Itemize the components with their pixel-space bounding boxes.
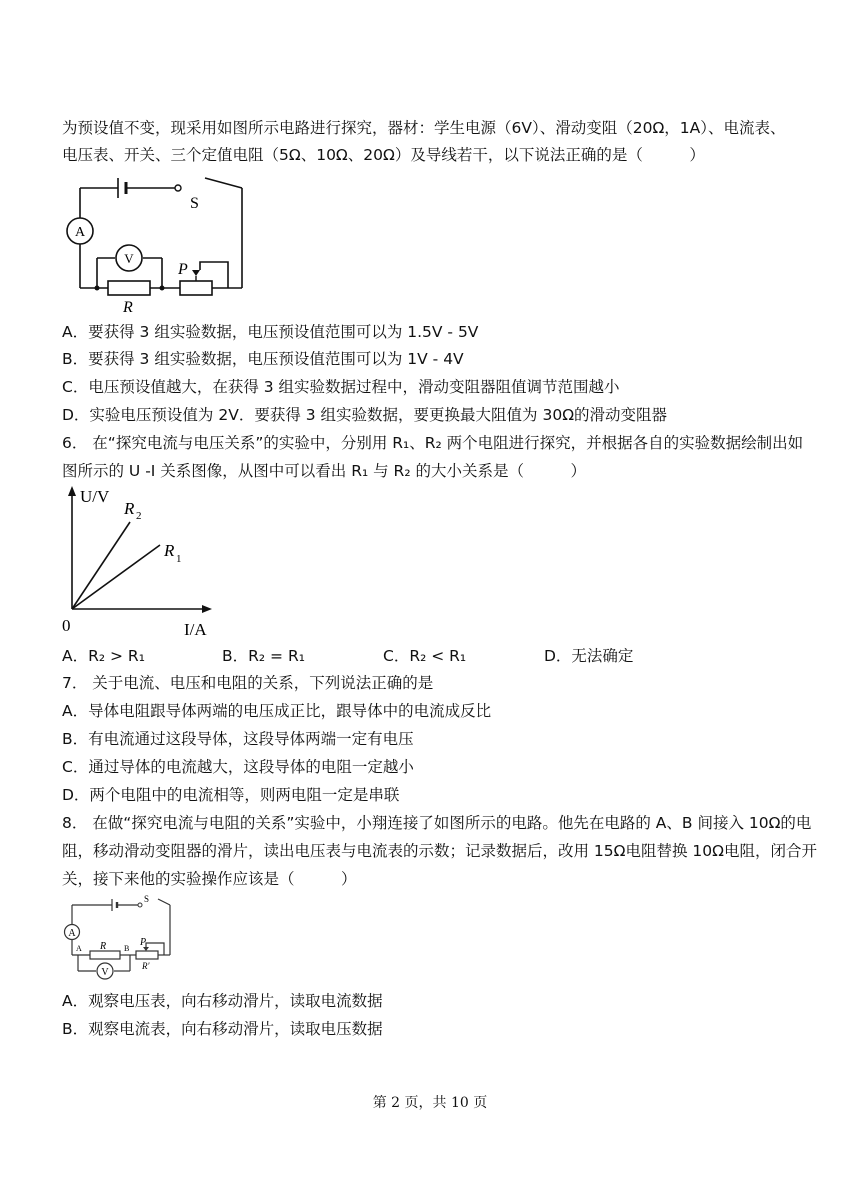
q7-option-c: C．通过导体的电流越大，这段导体的电阻一定越小 [62,758,414,776]
q6-stem-line-1: 6． 在“探究电流与电压关系”的实验中，分别用 R₁、R₂ 两个电阻进行探究，并根据各自的实验数据绘制出如 [62,434,804,452]
q8-stem-line-1: 8． 在做“探究电流与电阻的关系”实验中，小翔连接了如图所示的电路。他先在电路的 A、B 间接入 10Ω的电 [62,814,812,832]
rheostat [180,281,212,295]
q7-stem: 7． 关于电流、电压和电阻的关系，下列说法正确的是 [62,674,434,692]
q7-option-d: D．两个电阻中的电流相等，则两电阻一定是串联 [62,786,400,804]
q8-option-a: A．观察电压表，向右移动滑片，读取电流数据 [62,992,383,1010]
switch-label: S [144,894,150,904]
r2-subscript: 2 [136,510,142,522]
ammeter-label: A [74,225,86,240]
circuit-diagram-2 [60,893,180,985]
r1-subscript: 1 [176,553,182,565]
r2-label: R [124,499,135,518]
q6-stem-line-2: 图所示的 U -I 关系图像，从图中可以看出 R₁ 与 R₂ 的大小关系是（ ） [62,462,586,480]
slider-label: P [140,937,147,948]
q8-stem-line-2: 阻，移动滑动变阻器的滑片，读出电压表与电流表的示数；记录数据后，改用 15Ω电阻替换 10Ω电阻，闭合开 [62,842,817,860]
q7-option-b: B．有电流通过这段导体，这段导体两端一定有电压 [62,730,414,748]
circuit-diagram-1 [60,170,260,315]
switch-label: S [190,195,199,212]
line-r1 [72,545,160,609]
y-axis-label: U/V [80,487,110,506]
intro-line-1: 为预设值不变，现采用如图所示电路进行探究，器材：学生电源（6V）、滑动变阻（20Ω，1A）、电流表、 [62,119,786,137]
x-axis-arrow-icon [202,605,212,613]
point-b-label: B [124,944,130,953]
switch-contact [175,185,181,191]
slider-arrow-icon [192,270,200,276]
q5-option-d: D．实验电压预设值为 2V．要获得 3 组实验数据，要更换最大阻值为 30Ω的滑动变阻器 [62,406,668,424]
y-axis-arrow-icon [68,486,76,496]
q5-option-a: A．要获得 3 组实验数据，电压预设值范围可以为 1.5V - 5V [62,323,479,341]
resistor-r [90,951,120,959]
ammeter-label: A [68,928,76,939]
intro-line-2: 电压表、开关、三个定值电阻（5Ω、10Ω、20Ω）及导线若干，以下说法正确的是（ ） [62,146,705,164]
voltmeter-label: V [124,251,134,266]
resistor-label: R [123,299,133,315]
rheostat [136,951,158,959]
rheostat-label: R' [142,961,150,971]
slider-label: P [178,261,188,278]
q6-option-c: C．R₂ < R₁ [383,647,467,665]
q6-option-b: B．R₂ = R₁ [222,647,305,665]
q8-option-b: B．观察电流表，向右移动滑片，读取电压数据 [62,1020,383,1038]
point-a-label: A [76,944,82,953]
q8-stem-line-3: 关，接下来他的实验操作应该是（ ） [62,870,357,888]
q5-option-b: B．要获得 3 组实验数据，电压预设值范围可以为 1V - 4V [62,350,464,368]
x-axis-label: I/A [184,620,207,639]
origin-label: 0 [62,616,71,635]
resistor-label: R [100,941,107,952]
resistor-r [108,281,150,295]
ui-graph [58,482,218,640]
r1-label: R [164,541,175,560]
q6-option-d: D．无法确定 [544,647,634,665]
q7-option-a: A．导体电阻跟导体两端的电压成正比，跟导体中的电流成反比 [62,702,492,720]
line-r2 [72,522,130,609]
page-footer: 第 2 页，共 10 页 [372,1095,488,1111]
q5-option-c: C．电压预设值越大，在获得 3 组实验数据过程中，滑动变阻器阻值调节范围越小 [62,378,620,396]
voltmeter-label: V [101,967,109,978]
q6-option-a: A．R₂ > R₁ [62,647,145,665]
